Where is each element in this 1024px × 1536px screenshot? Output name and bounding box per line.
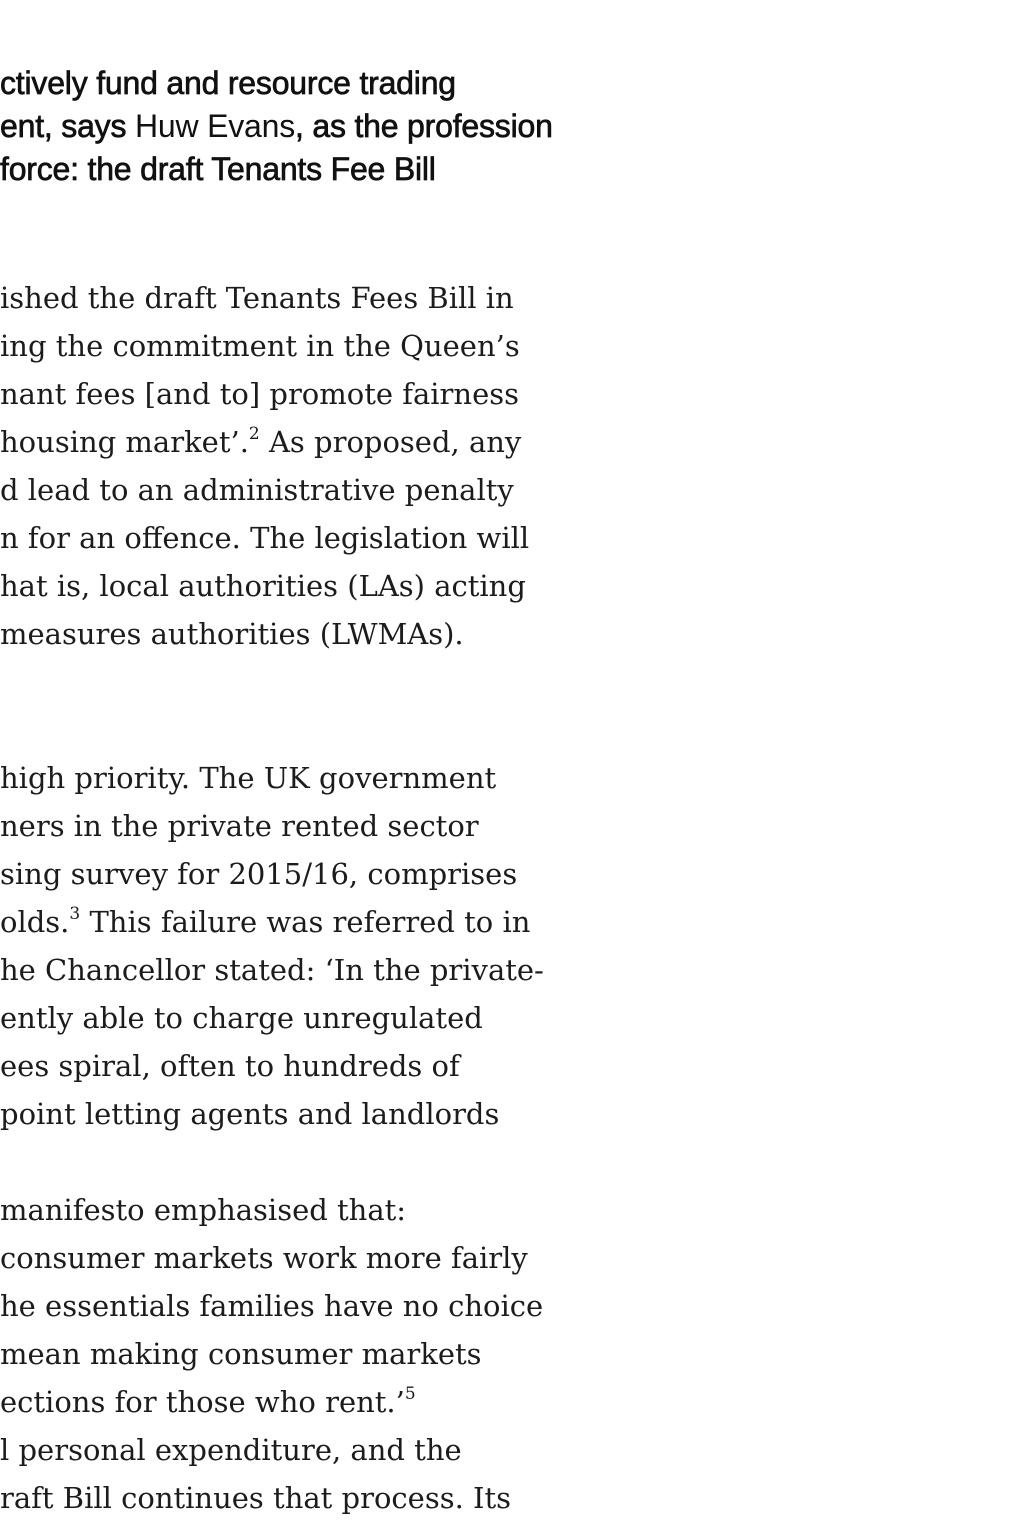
text-fragment: ections for those who rent.’ [0, 1385, 405, 1419]
text-line: he essentials families have no choice [0, 1289, 544, 1323]
standfirst-line-3: force: the draft Tenants Fee Bill [0, 151, 436, 187]
text-line: sing survey for 2015/16, comprises [0, 857, 518, 891]
text-line: he Chancellor stated: ‘In the private- [0, 953, 544, 987]
text-line: n for an offence. The legislation will [0, 521, 530, 555]
text-line: ees spiral, often to hundreds of [0, 1049, 460, 1083]
body-paragraph-3 [0, 1186, 620, 1522]
text-fragment: housing market’. [0, 425, 249, 459]
text-line: ners in the private rented sector [0, 809, 479, 843]
text-line [0, 418, 620, 466]
text-line: mean making consumer markets [0, 1337, 482, 1371]
body-paragraph-2 [0, 754, 620, 1138]
text-line: ished the draft Tenants Fees Bill in [0, 281, 514, 315]
footnote-marker: 2 [248, 424, 260, 445]
text-line: raft Bill continues that process. Its [0, 1481, 512, 1515]
text-line: point letting agents and landlords [0, 1097, 500, 1131]
footnote-marker: 3 [69, 904, 81, 925]
text-line: manifesto emphasised that: [0, 1193, 407, 1227]
text-fragment: olds. [0, 905, 70, 939]
text-line: ing the commitment in the Queen’s [0, 329, 520, 363]
text-line: hat is, local authorities (LAs) acting [0, 569, 526, 603]
text-line: d lead to an administrative penalty [0, 473, 514, 507]
text-line [0, 898, 620, 946]
standfirst-line-1: ctively fund and resource trading [0, 65, 456, 101]
standfirst-text: , as the profession [295, 108, 553, 144]
text-line: measures authorities (LWMAs). [0, 617, 464, 651]
text-line: high priority. The UK government [0, 761, 497, 795]
text-fragment: This failure was referred to in [80, 905, 531, 939]
footnote-marker: 5 [404, 1384, 416, 1405]
standfirst-text: ent, says [0, 108, 127, 144]
text-line [0, 1378, 620, 1426]
article-standfirst [0, 62, 700, 191]
text-fragment: As proposed, any [259, 425, 522, 459]
text-line: l personal expenditure, and the [0, 1433, 462, 1467]
author-name: Huw Evans [134, 108, 296, 144]
body-paragraph-1 [0, 274, 620, 658]
text-line: consumer markets work more fairly [0, 1241, 528, 1275]
standfirst-line-2 [0, 105, 700, 148]
text-line: ently able to charge unregulated [0, 1001, 483, 1035]
text-line: nant fees [and to] promote fairness [0, 377, 520, 411]
